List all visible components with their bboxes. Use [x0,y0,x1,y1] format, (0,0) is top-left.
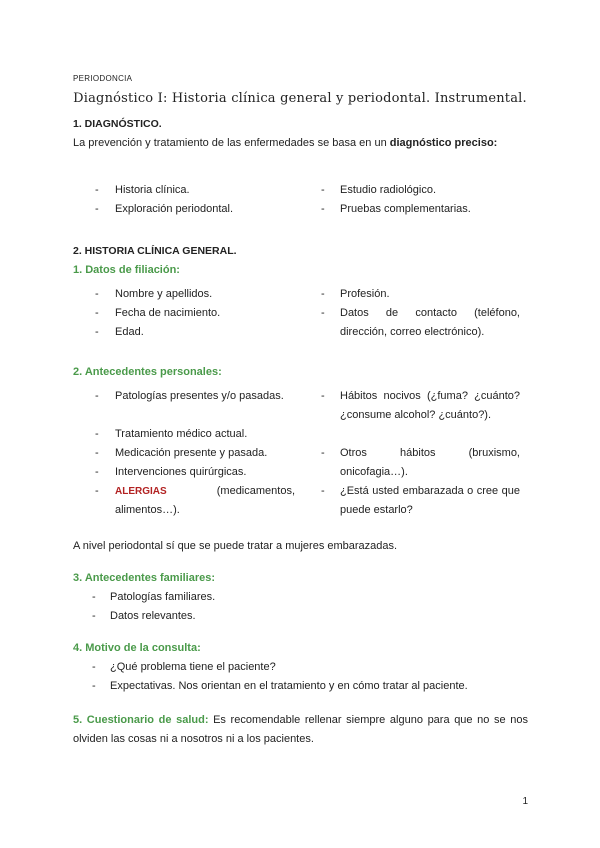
page-header: PERIODONCIA [73,74,133,83]
filiacion-heading: 1. Datos de filiación: [73,264,180,276]
cuestionario-heading: 5. Cuestionario de salud: [73,714,209,726]
list-item: Estudio radiológico. [340,184,437,196]
list-item: ¿Está usted embarazada o cree que puede estarlo? [340,485,520,516]
list-item: Expectativas. Nos orientan en el tratamiento y en cómo tratar al paciente. [110,680,468,692]
list-bullet: - [95,203,99,215]
page-title: Diagnóstico I: Historia clínica general y periodontal. Instrumental. [73,91,527,106]
list-item: Patologías presentes y/o pasadas. [115,390,284,402]
list-bullet: - [321,307,325,319]
list-item: Tratamiento médico actual. [115,428,248,440]
list-item: Fecha de nacimiento. [115,307,221,319]
list-bullet: - [95,447,99,459]
list-bullet: - [95,184,99,196]
list-bullet: - [95,466,99,478]
list-item: Intervenciones quirúrgicas. [115,466,247,478]
list-bullet: - [92,680,96,692]
page-number: 1 [522,796,528,807]
list-item: Otros hábitos (bruxismo, onicofagia…). [340,447,520,478]
list-bullet: - [95,485,99,497]
list-item: Profesión. [340,288,390,300]
section-2-heading: 2. HISTORIA CLÍNICA GENERAL. [73,245,237,257]
list-item: Exploración periodontal. [115,203,234,215]
list-bullet: - [92,661,96,673]
list-item: Historia clínica. [115,184,190,196]
list-bullet: - [321,447,325,459]
list-bullet: - [321,485,325,497]
list-bullet: - [92,591,96,603]
alergias-label: ALERGIAS [115,486,167,497]
familiares-heading: 3. Antecedentes familiares: [73,572,216,584]
list-item: Patologías familiares. [110,591,216,603]
embarazo-note: A nivel periodontal sí que se puede tratar a mujeres embarazadas. [73,540,398,552]
list-item: Datos de contacto (teléfono, dirección, correo electrónico). [340,307,520,338]
intro-bold: diagnóstico preciso: [389,137,498,149]
list-bullet: - [321,203,325,215]
list-bullet: - [95,326,99,338]
list-item: Hábitos nocivos (¿fuma? ¿cuánto? ¿consume alcohol? ¿cuánto?). [340,390,520,421]
list-bullet: - [92,610,96,622]
list-bullet: - [95,307,99,319]
list-item: Pruebas complementarias. [340,203,471,215]
list-bullet: - [321,184,325,196]
list-bullet: - [95,428,99,440]
cuestionario-text: Es recomendable rellenar siempre alguno para que no se nos olviden las cosas ni a nosotros ni a los pacientes. [73,714,528,745]
intro-text: La prevención y tratamiento de las enfermedades se basa en un [73,137,390,149]
list-item: Datos relevantes. [110,610,196,622]
section-1-heading: 1. DIAGNÓSTICO. [73,118,162,130]
alergias-rest: (medicamentos, alimentos…). [115,485,295,516]
cuestionario-paragraph [73,711,528,749]
motivo-heading: 4. Motivo de la consulta: [73,642,201,654]
list-bullet: - [321,390,325,402]
list-bullet: - [95,288,99,300]
list-item: Nombre y apellidos. [115,288,213,300]
list-item: ¿Qué problema tiene el paciente? [110,661,276,673]
list-bullet: - [321,288,325,300]
list-item: Edad. [115,326,144,338]
personales-heading: 2. Antecedentes personales: [73,366,222,378]
section-1-intro [73,134,528,153]
list-bullet: - [95,390,99,402]
list-item-alergias [115,482,295,520]
list-item: Medicación presente y pasada. [115,447,268,459]
